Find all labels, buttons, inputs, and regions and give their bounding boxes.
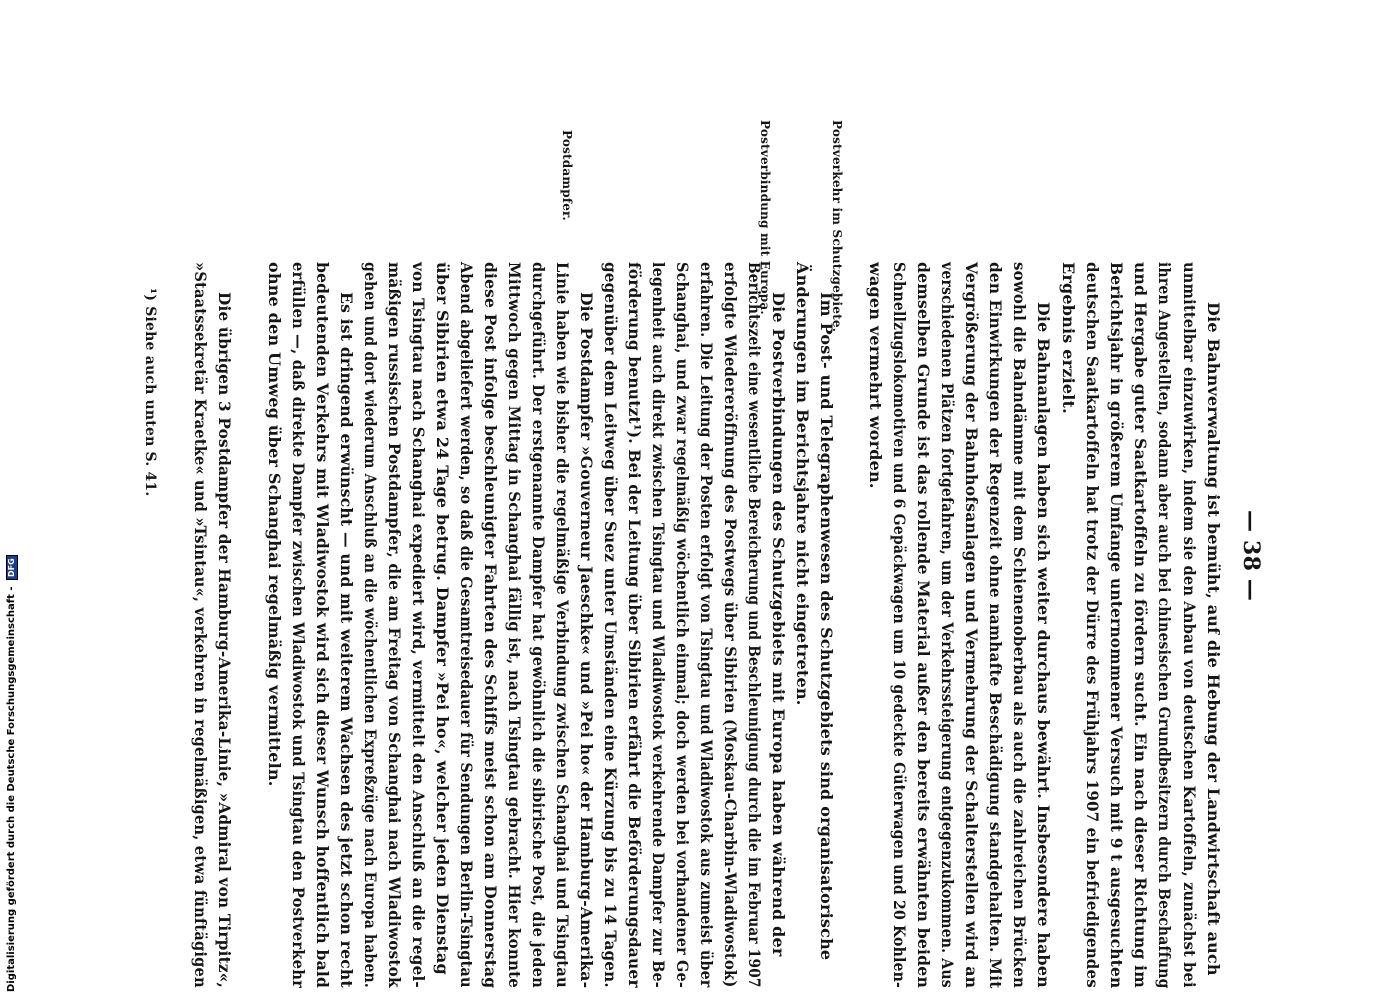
text-line: legenheit auch direkt zwischen Tsingtau und Wladiwostok verkehrende Dampfer zur Be-: [649, 262, 668, 988]
text-line: erfüllen —, daß direkte Dampfer zwischen Wladiwostok und Tsingtau den Postverkehr: [289, 262, 308, 989]
text-line: deutschen Saatkartoffeln hat trotz der Dürre des Frühjahrs 1907 ein befriedigendes: [1083, 262, 1102, 988]
text-line: und Hergabe guter Saatkartoffeln zu fördern sucht. Ein nach dieser Richtung im: [1131, 262, 1150, 989]
text-line: Berichtszeit eine wesentliche Bereicherung und Beschleunigung durch die im Februar 1907: [745, 262, 764, 988]
text-line: bedeutenden Verkehrs mit Wladiwostok wird sich dieser Wunsch hoffentlich bald: [313, 262, 332, 989]
text-line: diese Post infolge beschleunigter Fahrten des Schiffs meist schon am Donnerstag: [481, 262, 500, 989]
text-line: Linie haben wie bisher die regelmäßige Verbindung zwischen Schanghai und Tsingtau: [553, 262, 572, 988]
text-line: erfolgte Wiedereröffnung des Postwegs über Sibirien (Moskau-Charbin-Wladiwostok): [721, 262, 740, 988]
credit-text: Digitalisierung gefördert durch die Deutsche Forschungsgemeinschaft -: [6, 583, 17, 992]
text-line: Die Bahnanlagen haben sich weiter durchaus bewährt. Insbesondere haben: [1034, 302, 1053, 988]
margin-note-postdampfer: Postdampfer.: [560, 130, 574, 221]
text-line: mäßigen russischen Postdampfer, die am Freitag von Schanghai nach Wladiwostok: [385, 262, 404, 988]
text-line: Änderungen im Berichtsjahre nicht eingetreten.: [793, 262, 812, 706]
text-line: Abend abgeliefert werden, so daß die Gesamtreisedauer für Sendungen Berlin-Tsingtau: [457, 262, 476, 988]
text-line: gegenüber dem Leitweg über Suez unter Umständen eine Kürzung bis zu 14 Tagen.: [601, 262, 620, 988]
text-line: den Einwirkungen der Regenzeit ohne namhafte Beschädigung standgehalten. Mit: [986, 262, 1005, 989]
dfg-logo: DFG: [6, 555, 18, 580]
digitization-credit: [6, 555, 18, 992]
margin-note-postverbindung: Postverbindung mit Europa.: [758, 120, 772, 315]
text-line: Ergebnis erzielt.: [1059, 262, 1078, 414]
text-line: demselben Grunde ist das rollende Material außer den bereits erwähnten beiden: [914, 262, 933, 989]
text-line: wagen vermehrt worden.: [866, 262, 885, 489]
text-line: Vergrößerung der Bahnhofsanlagen und Vermehrung der Schalterstellen wird an: [962, 262, 981, 989]
text-line: Die Postdampfer »Gouverneur Jaeschke« und »Pei ho« der Hamburg-Amerika-: [577, 292, 596, 989]
page-number: — 38 —: [1238, 510, 1264, 602]
text-line: Die übrigen 3 Postdampfer der Hamburg-Amerika-Linie, »Admiral von Tirpitz«,: [215, 292, 234, 988]
text-line: ohne den Umweg über Schanghai regelmäßig vermitteln.: [265, 262, 284, 787]
margin-note-postverkehr: Postverkehr im Schutzgebiete.: [830, 120, 844, 333]
text-line: Die Bahnverwaltung ist bemüht, auf die Hebung der Landwirtschaft auch: [1204, 302, 1223, 976]
text-line: Im Post- und Telegraphenwesen des Schutzgebiets sind organisatorische: [817, 292, 836, 961]
text-line: Mittwoch gegen Mittag in Schanghai fällig ist, nach Tsingtau gebracht. Hier konnte: [505, 262, 524, 989]
text-line: Es ist dringend erwünscht — und mit weiterem Wachsen des jetzt schon recht: [337, 292, 356, 988]
text-line: über Sibirien etwa 24 Tage betrug. Dampfer »Pei ho«, welcher jeden Dienstag: [433, 262, 452, 975]
text-line: Die Postverbindungen des Schutzgebiets mit Europa haben während der: [769, 292, 788, 957]
text-line: »Staatssekretär Kraetke« und »Tsintau«, verkehren in regelmäßigen, etwa fünftägigen: [191, 262, 210, 988]
text-line: ihren Angestellten, sodann aber auch bei chinesischen Grundbesitzern durch Beschaffung: [1155, 262, 1174, 989]
text-line: gehen und dort wiederum Anschluß an die wöchentlichen Expreßzüge nach Europa haben.: [361, 262, 380, 988]
text-line: Berichtsjahr in größerem Umfange unternommener Versuch mit 9 t ausgesuchten: [1107, 262, 1126, 989]
text-line: unmittelbar einzuwirken, indem sie den Anbau von deutschen Kartoffeln, zunächst bei: [1180, 262, 1199, 988]
text-line: durchgeführt. Der erstgenannte Dampfer hat gewöhnlich die sibirische Post, die jeden: [529, 262, 548, 988]
text-line: Schanghai, und zwar regelmäßig wöchentlich einmal; doch werden bei vorhandener Ge-: [673, 262, 692, 989]
text-line: verschiedenen Plätzen fortgefahren, um der Verkehrssteigerung entgegenzukommen. Aus: [938, 262, 957, 988]
text-line: förderung benutzt¹). Bei der Leitung über Sibirien erfährt die Beförderungsdauer: [625, 262, 644, 988]
footnote: ¹) Siehe auch unten S. 41.: [142, 288, 158, 497]
text-line: sowohl die Bahndämme mit dem Schienenoberbau als auch die zahlreichen Brücken: [1010, 262, 1029, 989]
text-line: Schnellzugslokomotiven und 6 Gepäckwagen um 10 gedeckte Güterwagen und 20 Kohlen-: [890, 262, 909, 988]
text-line: erfahren. Die Leitung der Posten erfolgt von Tsingtau und Wladiwostok aus zumeist über: [697, 262, 716, 988]
text-line: von Tsingtau nach Schanghai expediert wird, vermittelt den Anschluß an die regel-: [409, 262, 428, 988]
